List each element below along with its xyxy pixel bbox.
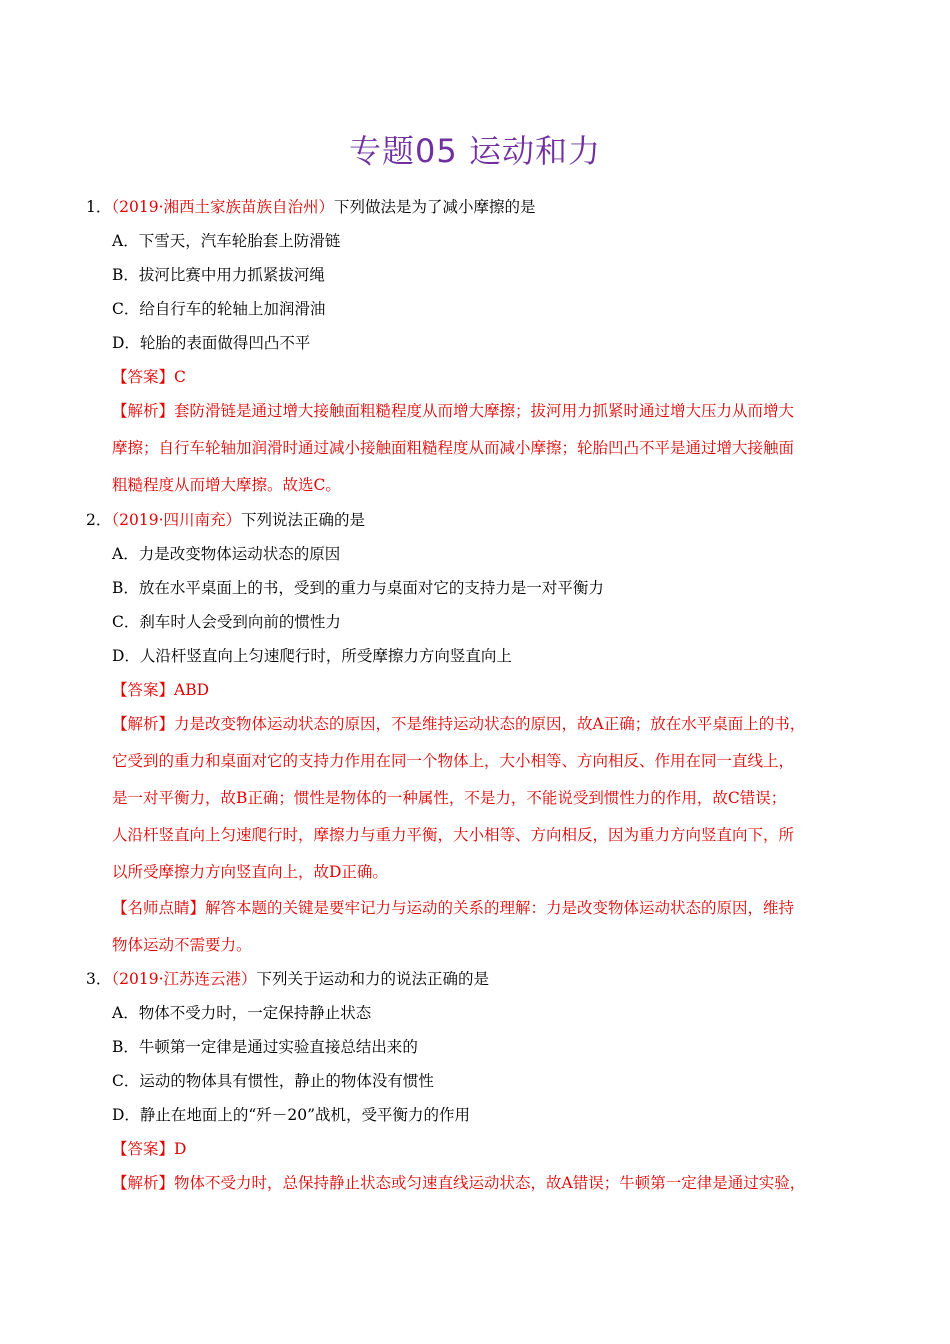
question-2 (86, 510, 365, 530)
page-title: 专题05 运动和力 (349, 132, 601, 170)
question-1 (86, 197, 536, 217)
option-c: C．给自行车的轮轴上加润滑油 (112, 300, 326, 318)
question-number: 3． (86, 970, 112, 988)
analysis-line: 粗糙程度从而增大摩擦。故选C。 (112, 476, 341, 494)
answer-line: 【答案】ABD (112, 681, 210, 699)
option-d: D．人沿杆竖直向上匀速爬行时，所受摩擦力方向竖直向上 (112, 647, 512, 665)
analysis-line: 摩擦；自行车轮轴加润滑时通过减小接触面粗糙程度从而减小摩擦；轮胎凹凸不平是通过增大接触面 (112, 439, 795, 457)
question-source: （2019·湘西土家族苗族自治州） (111, 198, 334, 216)
answer-line: 【答案】D (112, 1140, 187, 1158)
option-b: B．牛顿第一定律是通过实验直接总结出来的 (112, 1038, 418, 1056)
option-b: B．放在水平桌面上的书，受到的重力与桌面对它的支持力是一对平衡力 (112, 579, 604, 597)
analysis-line: 人沿杆竖直向上匀速爬行时，摩擦力与重力平衡，大小相等、方向相反，因为重力方向竖直向下，所 (112, 826, 795, 844)
analysis-line: 是一对平衡力，故B正确；惯性是物体的一种属性，不是力，不能说受到惯性力的作用，故C错误； (112, 789, 787, 807)
question-number: 1． (86, 198, 112, 216)
tip-line: 物体运动不需要力。 (112, 936, 252, 954)
analysis-line: 它受到的重力和桌面对它的支持力作用在同一个物体上，大小相等、方向相反、作用在同一直线上， (112, 752, 795, 770)
option-d: D．静止在地面上的“歼－20”战机，受平衡力的作用 (112, 1106, 471, 1124)
answer-line: 【答案】C (112, 368, 186, 386)
option-a: A．力是改变物体运动状态的原因 (112, 545, 341, 563)
question-source: （2019·四川南充） (111, 511, 241, 529)
option-c: C．运动的物体具有惯性，静止的物体没有惯性 (112, 1072, 434, 1090)
option-a: A．下雪天，汽车轮胎套上防滑链 (112, 232, 341, 250)
analysis-line: 【解析】物体不受力时，总保持静止状态或匀速直线运动状态，故A错误；牛顿第一定律是通过实验， (112, 1174, 806, 1192)
question-stem: 下列说法正确的是 (241, 511, 366, 529)
option-a: A．物体不受力时，一定保持静止状态 (112, 1004, 372, 1022)
question-source: （2019·江苏连云港） (111, 970, 257, 988)
analysis-line: 【解析】套防滑链是通过增大接触面粗糙程度从而增大摩擦；拔河用力抓紧时通过增大压力从而增大 (112, 402, 795, 420)
option-b: B．拔河比赛中用力抓紧拔河绳 (112, 266, 325, 284)
tip-line: 【名师点睛】解答本题的关键是要牢记力与运动的关系的理解：力是改变物体运动状态的原因，维持 (112, 899, 795, 917)
question-3 (86, 969, 489, 989)
analysis-line: 以所受摩擦力方向竖直向上，故D正确。 (112, 863, 388, 881)
option-c: C．刹车时人会受到向前的惯性力 (112, 613, 341, 631)
question-stem: 下列做法是为了减小摩擦的是 (334, 198, 536, 216)
option-d: D．轮胎的表面做得凹凸不平 (112, 334, 311, 352)
question-number: 2． (86, 511, 112, 529)
question-stem: 下列关于运动和力的说法正确的是 (256, 970, 490, 988)
analysis-line: 【解析】力是改变物体运动状态的原因，不是维持运动状态的原因，故A正确；放在水平桌面上的书， (112, 715, 806, 733)
